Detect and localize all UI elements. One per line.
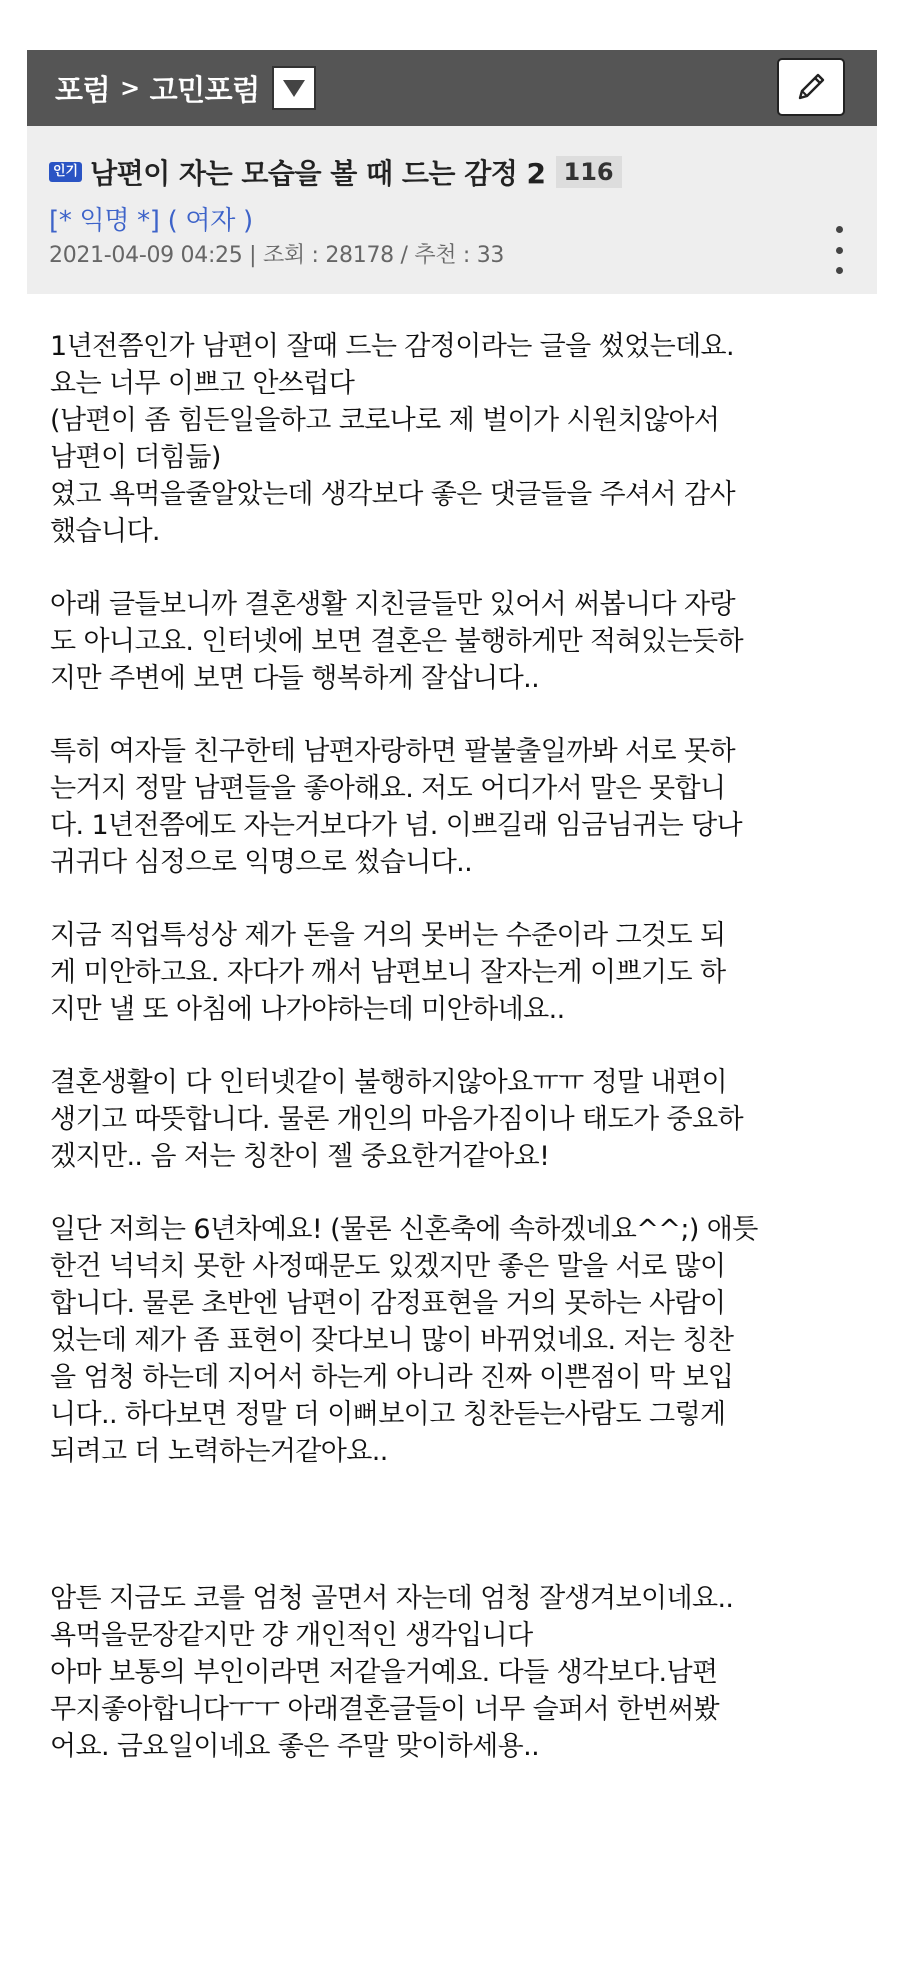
text-line: 아래 글들보니까 결혼생활 지친글들만 있어서 써봅니다 자랑 xyxy=(50,589,735,620)
paragraph xyxy=(50,586,860,697)
vertical-dots-icon xyxy=(836,226,843,233)
text-line: 무지좋아합니다ㅜㅜ 아래결혼글들이 너무 슬퍼서 한번써봤 xyxy=(50,1694,719,1725)
comment-count-badge[interactable]: 116 xyxy=(556,156,622,188)
text-line: 는거지 정말 남편들을 좋아해요. 저도 어디가서 말은 못합니 xyxy=(50,773,726,804)
breadcrumb-forum[interactable]: 포럼 xyxy=(55,72,111,107)
text-line: 지금 직업특성상 제가 돈을 거의 못버는 수준이라 그것도 되 xyxy=(50,920,726,951)
blank-space xyxy=(50,1506,860,1580)
text-line: 남편이 더힘듦) xyxy=(50,442,221,473)
text-line: 요는 너무 이쁘고 안쓰럽다 xyxy=(50,368,355,399)
more-options-button[interactable] xyxy=(829,226,849,274)
text-line: 했습니다. xyxy=(50,516,160,547)
vertical-dots-icon xyxy=(836,267,843,274)
text-line: 어요. 금요일이네요 좋은 주말 맞이하세용.. xyxy=(50,1731,540,1762)
post-title-row xyxy=(49,152,622,192)
text-line: 귀귀다 심정으로 익명으로 썼습니다.. xyxy=(50,847,473,878)
text-line: 었는데 제가 좀 표현이 잦다보니 많이 바뀌었네요. 저는 칭찬 xyxy=(50,1325,734,1356)
forum-nav-bar xyxy=(27,50,877,126)
text-line: 을 엄청 하는데 지어서 하는게 아니라 진짜 이쁜점이 막 보입 xyxy=(50,1362,734,1393)
paragraph xyxy=(50,1580,860,1765)
text-line: 게 미안하고요. 자다가 깨서 남편보니 잘자는게 이쁘기도 하 xyxy=(50,957,726,988)
text-line: 생기고 따뜻합니다. 물론 개인의 마음가짐이나 태도가 중요하 xyxy=(50,1104,743,1135)
text-line: 다. 1년전쯤에도 자는거보다가 넘. 이쁘길래 임금님귀는 당나 xyxy=(50,810,743,841)
text-line: 지만 주변에 보면 다들 행복하게 잘삽니다.. xyxy=(50,663,540,694)
text-line: 아마 보통의 부인이라면 저같을거예요. 다들 생각보다.남편 xyxy=(50,1657,718,1688)
text-line: 특히 여자들 친구한테 남편자랑하면 팔불출일까봐 서로 못하 xyxy=(50,736,735,767)
text-line: 암튼 지금도 코를 엄청 골면서 자는데 엄청 잘생겨보이네요.. xyxy=(50,1583,734,1614)
breadcrumb-board[interactable]: 고민포럼 xyxy=(149,72,260,107)
triangle-down-icon xyxy=(281,77,307,99)
text-line: 되려고 더 노력하는거같아요.. xyxy=(50,1436,388,1467)
text-line: 도 아니고요. 인터넷에 보면 결혼은 불행하게만 적혀있는듯하 xyxy=(50,626,743,657)
breadcrumb-separator: > xyxy=(120,74,140,102)
text-line: 일단 저희는 6년차예요! (물론 신혼축에 속하겠네요^^;) 애틋 xyxy=(50,1214,758,1245)
post-header xyxy=(27,126,877,294)
paragraph xyxy=(50,917,860,1028)
text-line: 결혼생활이 다 인터넷같이 불행하지않아요ㅠㅠ 정말 내편이 xyxy=(50,1067,727,1098)
text-line: (남편이 좀 힘든일을하고 코로나로 제 벌이가 시원치않아서 xyxy=(50,405,720,436)
post-title: 남편이 자는 모습을 볼 때 드는 감정 2 xyxy=(90,157,546,190)
paragraph xyxy=(50,328,860,550)
text-line: 합니다. 물론 초반엔 남편이 감정표현을 거의 못하는 사람이 xyxy=(50,1288,726,1319)
write-post-button[interactable] xyxy=(777,58,845,116)
text-line: 겠지만.. 음 저는 칭찬이 젤 중요한거같아요! xyxy=(50,1141,550,1172)
text-line: 지만 낼 또 아침에 나가야하는데 미안하네요.. xyxy=(50,994,565,1025)
text-line: 욕먹을문장같지만 걍 개인적인 생각입니다 xyxy=(50,1620,533,1651)
text-line: 니다.. 하다보면 정말 더 이뻐보이고 칭찬듣는사람도 그렇게 xyxy=(50,1399,726,1430)
paragraph xyxy=(50,1064,860,1175)
post-meta: 2021-04-09 04:25 | 조회 : 28178 / 추천 : 33 xyxy=(49,243,505,268)
text-line: 였고 욕먹을줄알았는데 생각보다 좋은 댓글들을 주셔서 감사 xyxy=(50,479,735,510)
text-line: 한건 넉넉치 못한 사정때문도 있겠지만 좋은 말을 서로 많이 xyxy=(50,1251,726,1282)
paragraph xyxy=(50,1211,860,1470)
vertical-dots-icon xyxy=(836,247,843,254)
board-dropdown-button[interactable] xyxy=(272,66,316,110)
paragraph xyxy=(50,733,860,881)
hot-badge: 인기 xyxy=(49,162,82,182)
post-author[interactable]: [* 익명 *] ( 여자 ) xyxy=(49,206,253,236)
breadcrumb xyxy=(55,68,260,109)
pencil-icon xyxy=(792,68,830,106)
post-body xyxy=(50,328,860,1801)
text-line: 1년전쯤인가 남편이 잘때 드는 감정이라는 글을 썼었는데요. xyxy=(50,331,735,362)
